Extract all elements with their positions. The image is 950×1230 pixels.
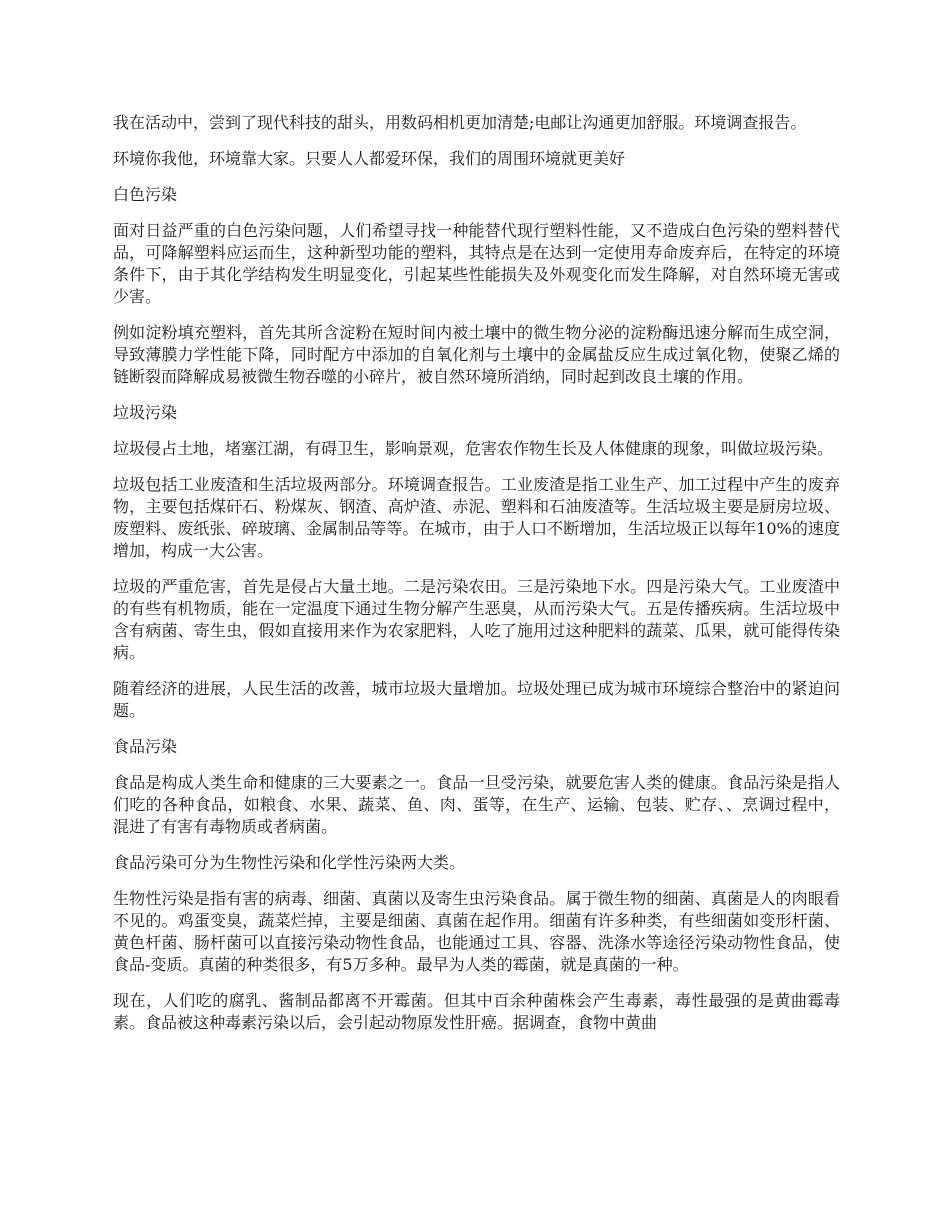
- paragraph: 现在，人们吃的腐乳、酱制品都离不开霉菌。但其中百余种菌株会产生毒素，毒性最强的是黄曲霉毒素。食品被这种毒素污染以后，会引起动物原发性肝癌。据调查，食物中黄曲: [113, 991, 840, 1032]
- paragraph: 环境你我他，环境靠大家。只要人人都爱环保，我们的周围环境就更美好: [113, 149, 626, 168]
- paragraph: 生物性污染是指有害的病毒、细菌、真菌以及寄生虫污染食品。属于微生物的细菌、真菌是人的肉眼看不见的。鸡蛋变臭，蔬菜烂掉，主要是细菌、真菌在起作用。细菌有许多种类，有些细菌如变形杆菌、黄色杆菌、肠杆菌可以直接污染动物性食品，也能通过工具、容器、洗涤水等途径污染动物性食品，使食品-变质。真菌的种类很多，有5万多种。最早为人类的霉菌，就是真菌的一种。: [113, 889, 840, 974]
- paragraph: 我在活动中，尝到了现代科技的甜头，用数码相机更加清楚;电邮让沟通更加舒服。环境调查报告。: [113, 113, 807, 132]
- paragraph: 随着经济的进展，人民生活的改善，城市垃圾大量增加。垃圾处理已成为城市环境综合整治中的紧迫问题。: [113, 679, 840, 720]
- section-heading: 食品污染: [113, 737, 178, 756]
- section-heading: 白色污染: [113, 185, 178, 204]
- paragraph: 垃圾的严重危害，首先是侵占大量土地。二是污染农田。三是污染地下水。四是污染大气。工业废渣中的有些有机物质，能在一定温度下通过生物分解产生恶臭，从而污染大气。五是传播疾病。生活垃圾中含有病菌、寄生虫，假如直接用来作为农家肥料，人吃了施用过这种肥料的蔬菜、瓜果，就可能得传染病。: [113, 577, 840, 662]
- paragraph: 食品污染可分为生物性污染和化学性污染两大类。: [113, 853, 466, 872]
- paragraph: 例如淀粉填充塑料，首先其所含淀粉在短时间内被土壤中的微生物分泌的淀粉酶迅速分解而生成空洞，导致薄膜力学性能下降，同时配方中添加的自氧化剂与土壤中的金属盐反应生成过氧化物，使聚乙烯的链断裂而降解成易被微生物吞噬的小碎片，被自然环境所消纳，同时起到改良土壤的作用。: [113, 323, 840, 386]
- section-heading: 垃圾污染: [113, 403, 178, 422]
- document-body: [113, 112, 840, 1048]
- paragraph: 垃圾包括工业废渣和生活垃圾两部分。环境调查报告。工业废渣是指工业生产、加工过程中产生的废弃物，主要包括煤矸石、粉煤灰、钢渣、高炉渣、赤泥、塑料和石油废渣等。生活垃圾主要是厨房垃圾、废塑料、废纸张、碎玻璃、金属制品等等。在城市，由于人口不断增加，生活垃圾正以每年10%的速度增加，构成一大公害。: [113, 475, 840, 560]
- paragraph: 垃圾侵占土地，堵塞江湖，有碍卫生，影响景观，危害农作物生长及人体健康的现象，叫做垃圾污染。: [113, 439, 834, 458]
- paragraph: 面对日益严重的白色污染问题，人们希望寻找一种能替代现行塑料性能，又不造成白色污染的塑料替代品，可降解塑料应运而生，这种新型功能的塑料，其特点是在达到一定使用寿命废弃后，在特定的环境条件下，由于其化学结构发生明显变化，引起某些性能损失及外观变化而发生降解，对自然环境无害或少害。: [113, 221, 840, 306]
- paragraph: 食品是构成人类生命和健康的三大要素之一。食品一旦受污染，就要危害人类的健康。食品污染是指人们吃的各种食品，如粮食、水果、蔬菜、鱼、肉、蛋等，在生产、运输、包装、贮存、、烹调过程中，混进了有害有毒物质或者病菌。: [113, 773, 840, 836]
